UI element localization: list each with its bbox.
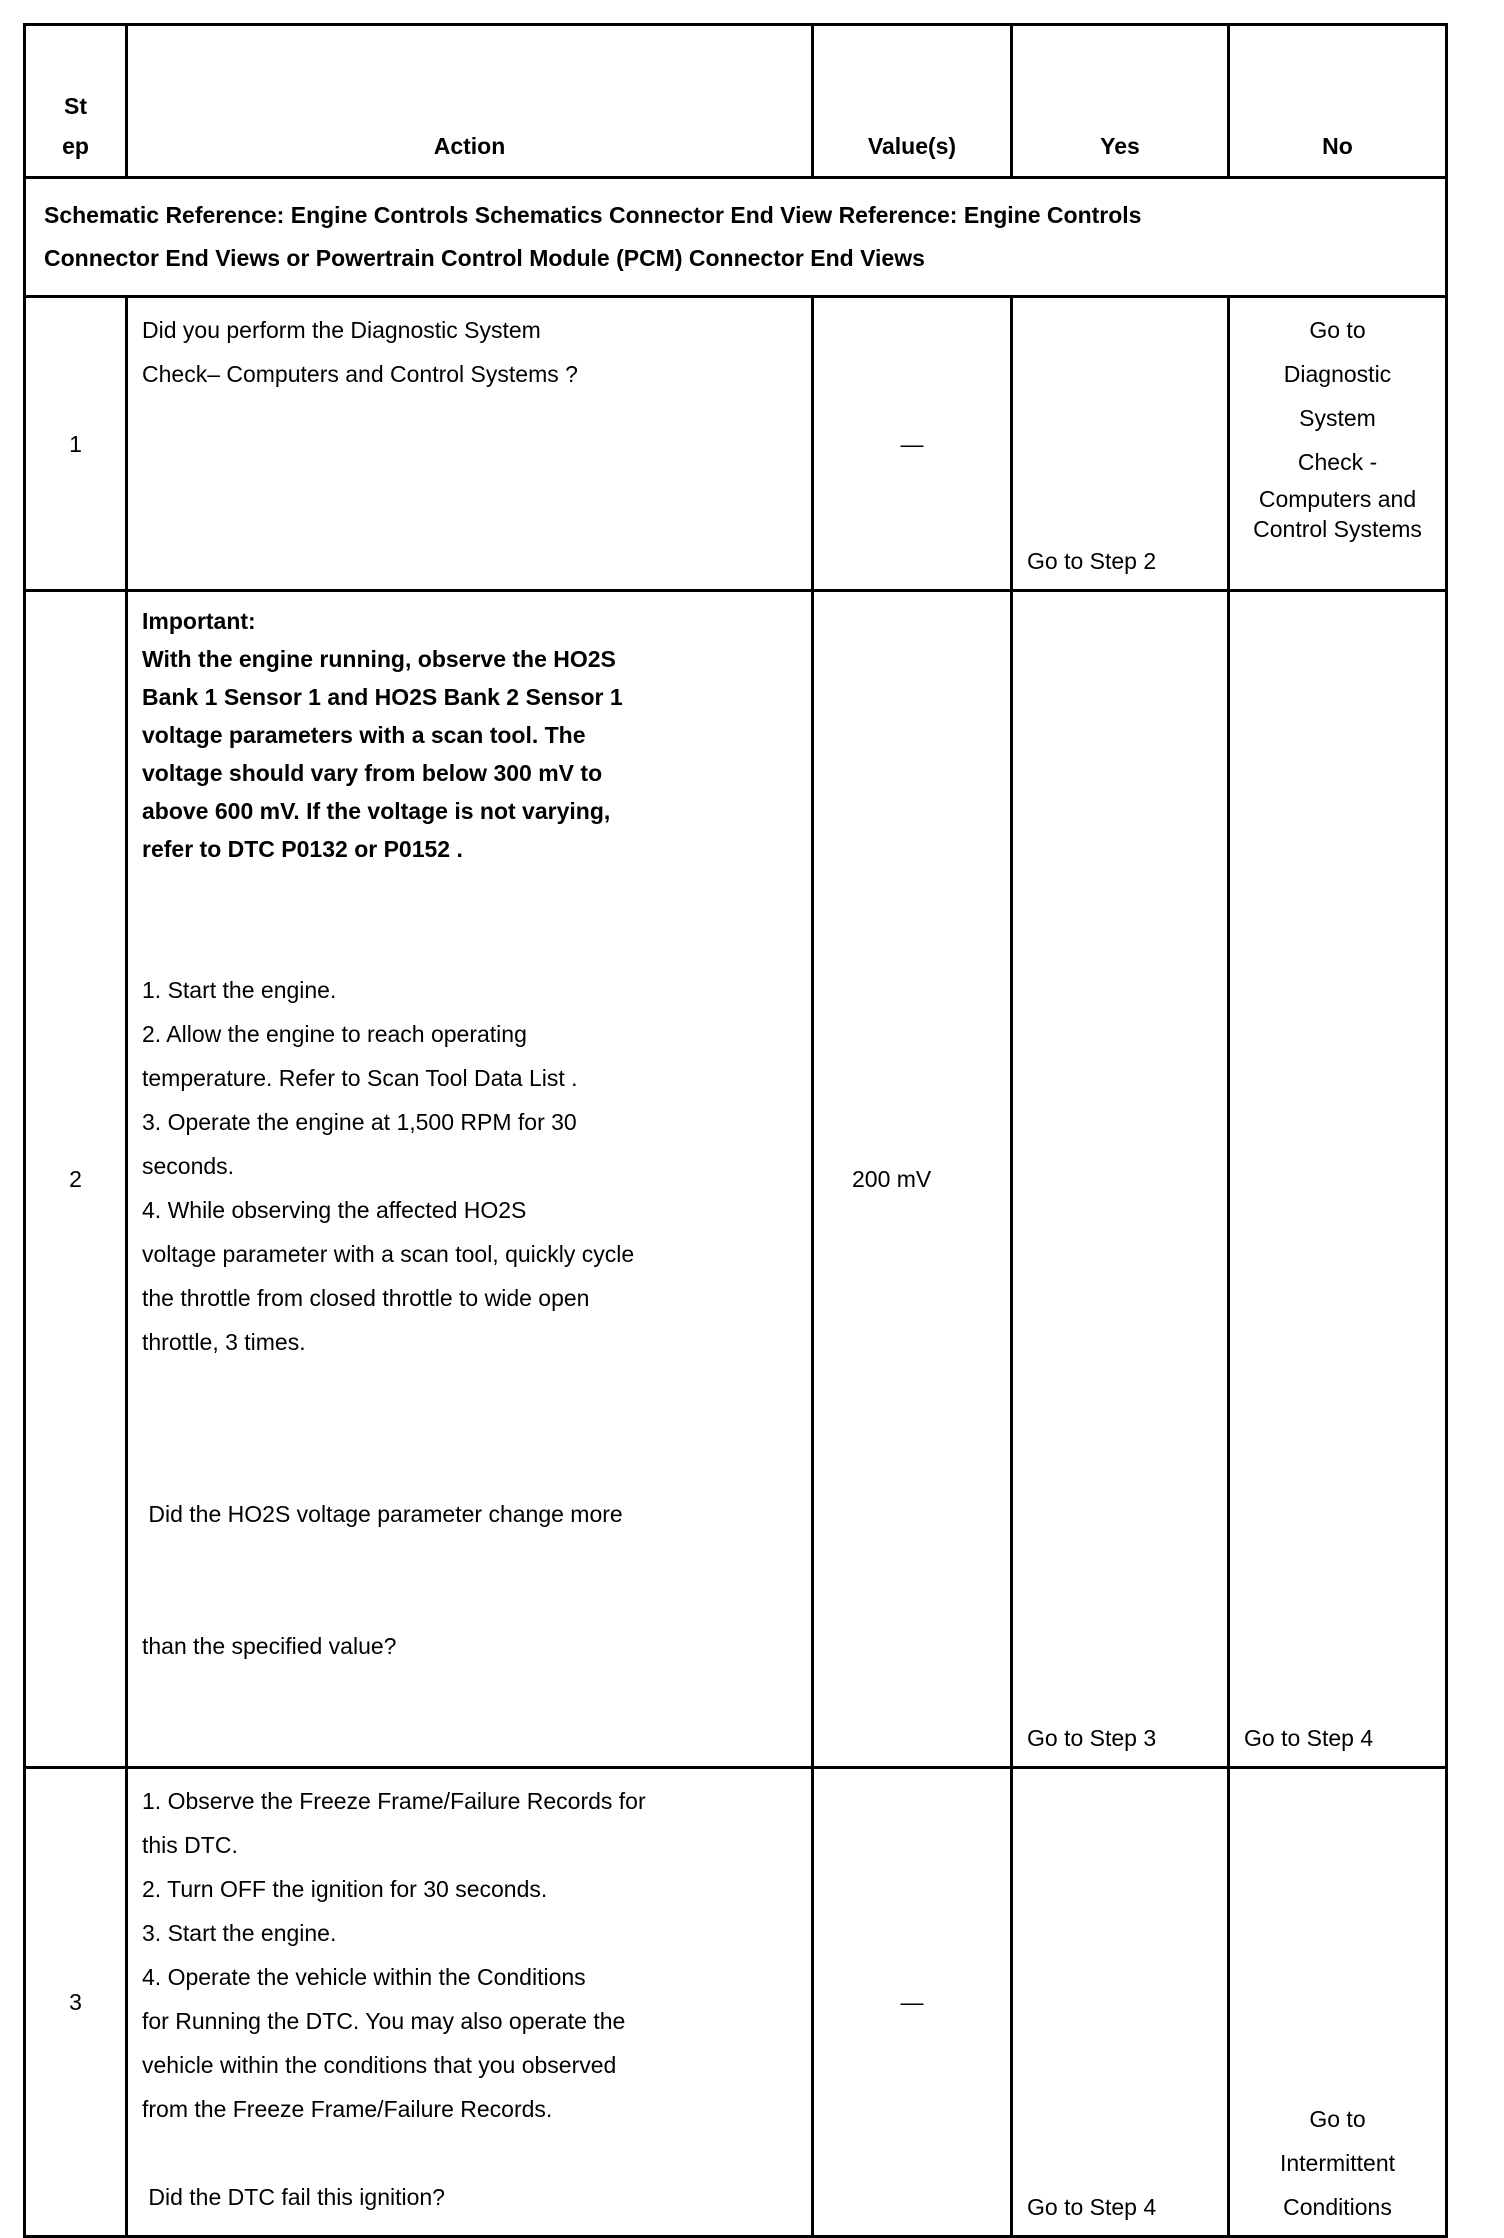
value-cell: — [813, 297, 1012, 591]
important-line: above 600 mV. If the voltage is not varying, [142, 798, 611, 824]
step-line: for Running the DTC. You may also operate the [142, 2008, 626, 2034]
value-cell: 200 mV [813, 591, 1012, 1768]
step-line: the throttle from closed throttle to wide open [142, 1285, 590, 1311]
step-line: 4. While observing the affected HO2S [142, 1197, 527, 1223]
step-number: 3 [25, 1768, 127, 2237]
no-line: Conditions [1283, 2194, 1392, 2220]
important-line: With the engine running, observe the HO2S [142, 646, 616, 672]
diagnostic-table [23, 23, 1448, 2238]
header-row [25, 25, 1447, 178]
action-cell [127, 1768, 813, 2237]
action-cell [127, 297, 813, 591]
action-line: Check– Computers and Control Systems ? [142, 361, 578, 387]
step-number: 2 [25, 591, 127, 1768]
no-line: System [1299, 405, 1376, 431]
reference-line: Connector End Views or Powertrain Control Module (PCM) Connector End Views [44, 245, 925, 271]
header-step-line: ep [62, 133, 89, 159]
important-line: voltage should vary from below 300 mV to [142, 760, 603, 786]
action-line: Did you perform the Diagnostic System [142, 317, 541, 343]
step-line: from the Freeze Frame/Failure Records. [142, 2096, 553, 2122]
important-line: refer to DTC P0132 or P0152 . [142, 836, 463, 862]
yes-link[interactable]: Go to Step 3 [1012, 591, 1229, 1768]
step-line: this DTC. [142, 1832, 238, 1858]
no-line: Go to [1309, 2106, 1366, 2132]
reference-line: Schematic Reference: Engine Controls Schematics Connector End View Reference: Engine Controls [44, 202, 1142, 228]
yes-link[interactable]: Go to Step 2 [1012, 297, 1229, 591]
table-row [25, 297, 1447, 591]
no-line: Diagnostic [1283, 361, 1392, 387]
action-cell [127, 591, 813, 1768]
no-link[interactable] [1229, 1768, 1447, 2237]
header-no: No [1229, 25, 1447, 178]
step-line: 2. Allow the engine to reach operating [142, 1021, 527, 1047]
header-action: Action [127, 25, 813, 178]
important-label: Important: [142, 608, 256, 634]
no-line: Control Systems [1253, 516, 1422, 542]
step-line: 1. Observe the Freeze Frame/Failure Records for [142, 1788, 646, 1814]
yes-link[interactable]: Go to Step 4 [1012, 1768, 1229, 2237]
question: Did the DTC fail this ignition? [142, 2184, 445, 2210]
step-line: throttle, 3 times. [142, 1329, 306, 1355]
header-yes: Yes [1012, 25, 1229, 178]
question [142, 1404, 797, 1756]
question-line: Did the HO2S voltage parameter change more [142, 1501, 623, 1527]
step-line: 3. Start the engine. [142, 1920, 337, 1946]
step-line: seconds. [142, 1153, 235, 1179]
no-link[interactable]: Go to Step 4 [1229, 591, 1447, 1768]
step-line: 1. Start the engine. [142, 977, 337, 1003]
value-cell: — [813, 1768, 1012, 2237]
step-line: 3. Operate the engine at 1,500 RPM for 30 [142, 1109, 577, 1135]
step-line: 4. Operate the vehicle within the Conditions [142, 1964, 586, 1990]
header-step-line: St [64, 93, 87, 119]
table-row [25, 1768, 1447, 2237]
no-line: Computers and [1258, 486, 1417, 512]
procedure-steps [142, 968, 797, 1364]
header-step [25, 25, 127, 178]
no-line: Go to [1309, 317, 1366, 343]
important-note [142, 602, 797, 868]
step-line: voltage parameter with a scan tool, quickly cycle [142, 1241, 635, 1267]
no-line: Check - [1297, 449, 1378, 475]
header-values: Value(s) [813, 25, 1012, 178]
table-row [25, 591, 1447, 1768]
reference-row [25, 178, 1447, 297]
step-line: vehicle within the conditions that you observed [142, 2052, 617, 2078]
no-link[interactable] [1229, 297, 1447, 591]
step-line: temperature. Refer to Scan Tool Data List . [142, 1065, 578, 1091]
no-line: Intermittent [1279, 2150, 1396, 2176]
step-line: 2. Turn OFF the ignition for 30 seconds. [142, 1876, 548, 1902]
schematic-reference [25, 178, 1447, 297]
important-line: voltage parameters with a scan tool. The [142, 722, 586, 748]
question-line: than the specified value? [142, 1633, 397, 1659]
step-number: 1 [25, 297, 127, 591]
important-line: Bank 1 Sensor 1 and HO2S Bank 2 Sensor 1 [142, 684, 623, 710]
